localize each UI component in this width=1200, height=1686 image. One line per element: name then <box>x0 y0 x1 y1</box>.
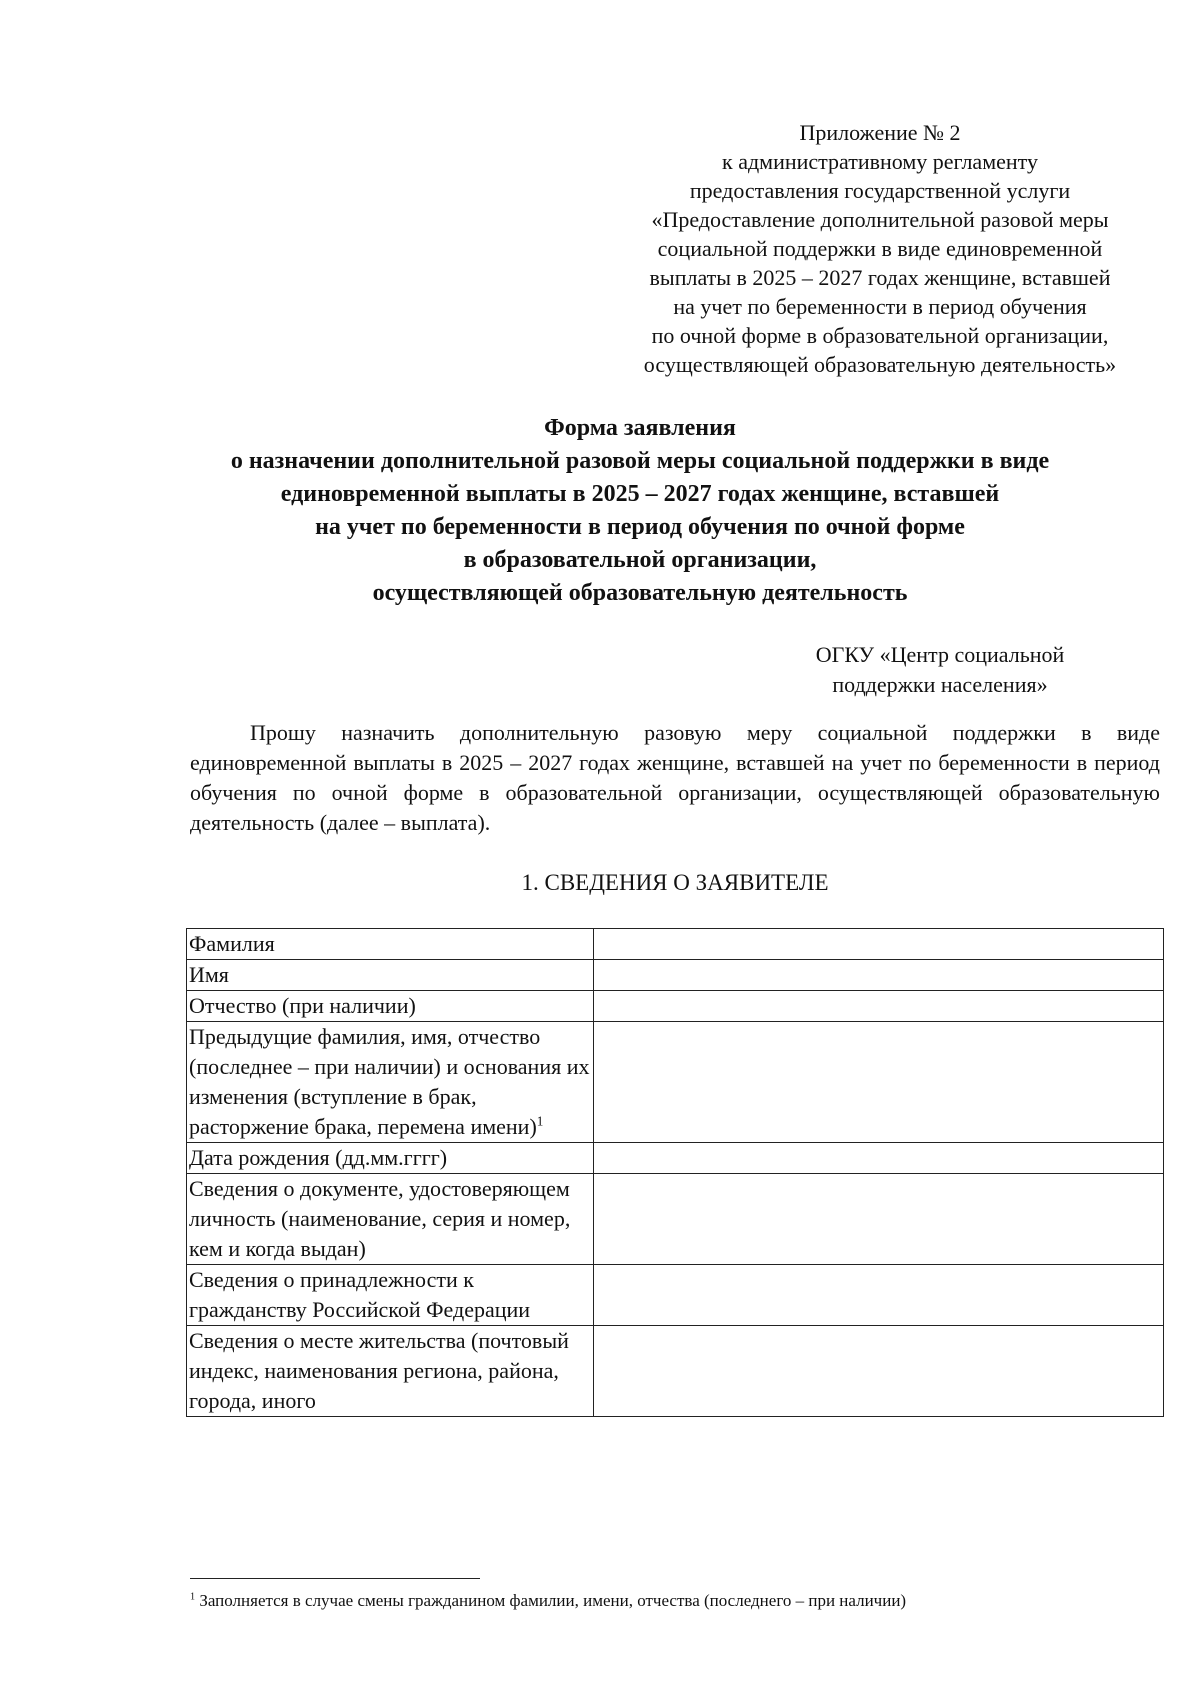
footnote-divider <box>190 1578 480 1579</box>
annex-line: осуществляющей образовательную деятельность» <box>643 352 1117 377</box>
row-value-field[interactable] <box>593 929 1163 960</box>
row-value-field[interactable] <box>593 991 1163 1022</box>
row-label: Отчество (при наличии) <box>187 991 594 1022</box>
table-row <box>187 1022 1164 1143</box>
row-value-field[interactable] <box>593 1174 1163 1265</box>
annex-block <box>600 118 1160 379</box>
row-label: Дата рождения (дд.мм.гггг) <box>187 1143 594 1174</box>
title-line: осуществляющей образовательную деятельность <box>372 580 908 606</box>
footnote <box>190 1590 1150 1612</box>
title-line: единовременной выплаты в 2025 – 2027 годах женщине, вставшей <box>280 481 1000 507</box>
request-text: Прошу назначить дополнительную разовую меру социальной поддержки в виде единовременной выплаты в 2025 – 2027 годах женщине, вставшей на учет по беременности в период обучения по очной форме в образовательной организации, осуществляющей образовательную деятельность (далее – выплата). <box>190 720 1160 835</box>
row-value-field[interactable] <box>593 1022 1163 1143</box>
row-label: Сведения о документе, удостоверяющем личность (наименование, серия и номер, кем и когда выдан) <box>187 1174 594 1265</box>
row-label: Имя <box>187 960 594 991</box>
table-row <box>187 1174 1164 1265</box>
title-line: Форма заявления <box>544 415 736 441</box>
row-label: Фамилия <box>187 929 594 960</box>
title-line: на учет по беременности в период обучения по очной форме <box>315 514 965 540</box>
annex-line: по очной форме в образовательной организации, <box>651 323 1109 348</box>
annex-line: социальной поддержки в виде единовременной <box>657 236 1103 261</box>
annex-line: выплаты в 2025 – 2027 годах женщине, вставшей <box>649 265 1111 290</box>
footnote-mark: 1 <box>536 1113 544 1129</box>
annex-line: к административному регламенту <box>722 149 1038 174</box>
table-row <box>187 960 1164 991</box>
row-label: Сведения о принадлежности к гражданству Российской Федерации <box>187 1265 594 1326</box>
table-row <box>187 1265 1164 1326</box>
form-title <box>150 412 1130 610</box>
table-row <box>187 1143 1164 1174</box>
addressee-line: ОГКУ «Центр социальной <box>815 642 1065 667</box>
addressee <box>760 640 1120 700</box>
row-value-field[interactable] <box>593 960 1163 991</box>
addressee-line: поддержки населения» <box>832 672 1048 697</box>
row-value-field[interactable] <box>593 1265 1163 1326</box>
row-value-field[interactable] <box>593 1326 1163 1417</box>
footnote-text: Заполняется в случае смены гражданином фамилии, имени, отчества (последнего – при наличии) <box>199 1591 907 1610</box>
table-row <box>187 1326 1164 1417</box>
row-value-field[interactable] <box>593 1143 1163 1174</box>
annex-line: «Предоставление дополнительной разовой меры <box>651 207 1109 232</box>
annex-line: Приложение № 2 <box>799 120 961 145</box>
row-label-text: Предыдущие фамилия, имя, отчество (последнее – при наличии) и основания их изменения (вступление в брак, расторжение брака, перемена имени) <box>189 1024 590 1139</box>
section-title: 1. СВЕДЕНИЯ О ЗАЯВИТЕЛЕ <box>521 870 829 895</box>
table-row <box>187 929 1164 960</box>
table-row <box>187 991 1164 1022</box>
annex-line: предоставления государственной услуги <box>689 178 1071 203</box>
row-label: Сведения о месте жительства (почтовый индекс, наименования региона, района, города, иного <box>187 1326 594 1417</box>
applicant-info-table <box>186 928 1164 1417</box>
title-line: в образовательной организации, <box>463 547 817 573</box>
request-paragraph <box>190 718 1160 838</box>
footnote-mark: 1 <box>190 1591 196 1603</box>
title-line: о назначении дополнительной разовой меры социальной поддержки в виде <box>230 448 1050 474</box>
annex-line: на учет по беременности в период обучения <box>673 294 1087 319</box>
row-label-with-footnote <box>187 1022 594 1143</box>
